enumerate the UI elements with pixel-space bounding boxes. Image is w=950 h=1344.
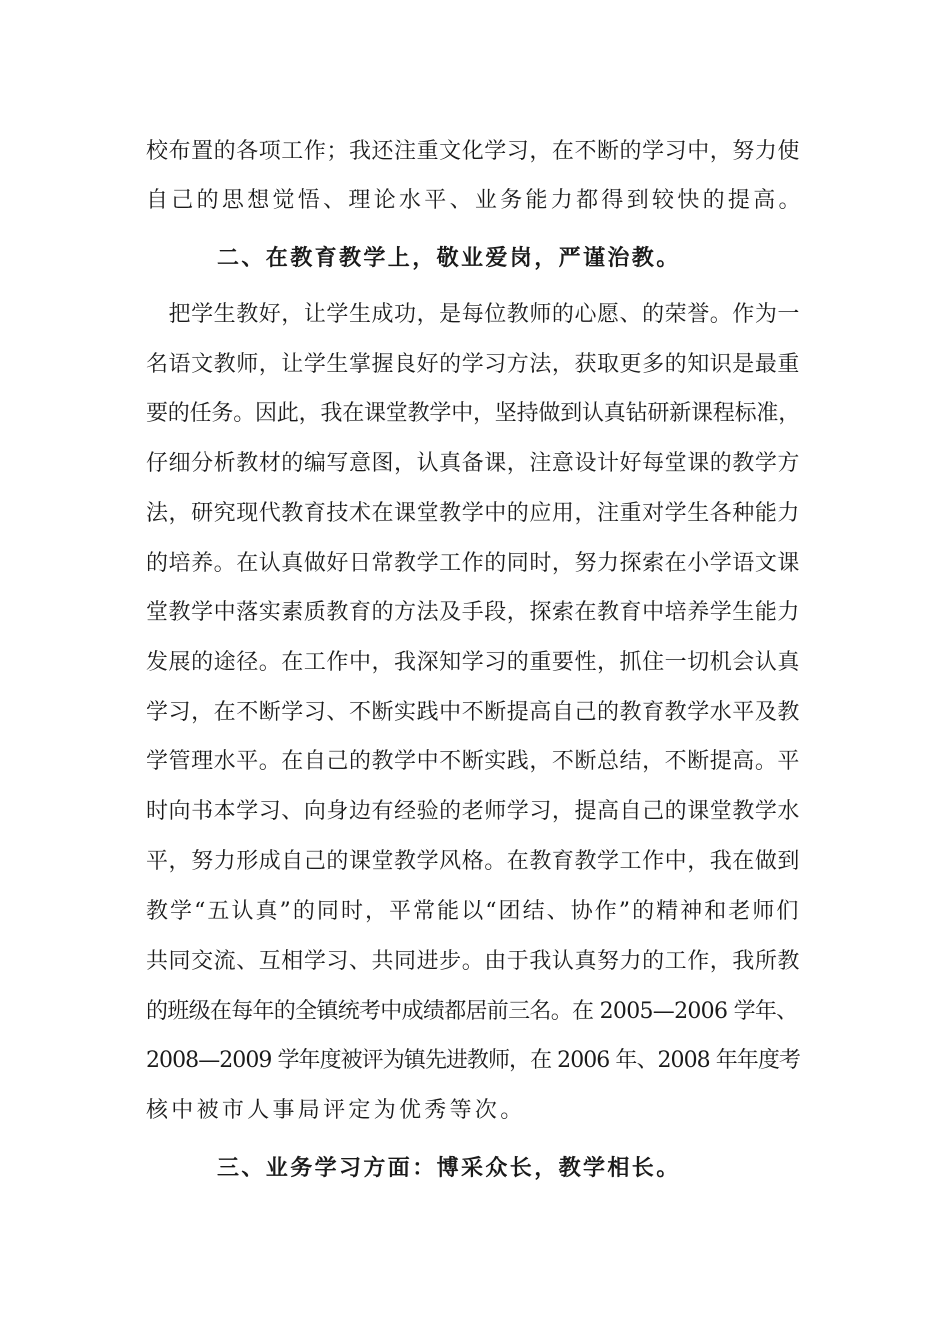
body-text-line: 名语文教师，让学生掌握良好的学习方法，获取更多的知识是最重 <box>146 352 800 377</box>
body-text-line: 发展的途径。在工作中，我深知学习的重要性，抓住一切机会认真 <box>146 650 800 675</box>
body-text-line: 校布置的各项工作；我还注重文化学习，在不断的学习中，努力使 <box>146 139 800 164</box>
body-text-line: 时向书本学习、向身边有经验的老师学习，提高自己的课堂教学水 <box>146 799 800 824</box>
body-text-line: 平，努力形成自己的课堂教学风格。在教育教学工作中，我在做到 <box>146 849 800 874</box>
body-text-line: 要的任务。因此，我在课堂教学中，坚持做到认真钻研新课程标准， <box>146 401 801 426</box>
section-heading-2: 二、在教育教学上，敬业爱岗，严谨治教。 <box>217 246 681 271</box>
body-text-line: 核中被市人事局评定为优秀等次。 <box>146 1098 526 1123</box>
body-text-line: 2008—2009 学年度被评为镇先进教师，在 2006 年、2008 年年度考 <box>146 1048 800 1073</box>
body-text-line: 的培养。在认真做好日常教学工作的同时，努力探索在小学语文课 <box>146 551 800 576</box>
body-text-line: 学管理水平。在自己的教学中不断实践，不断总结，不断提高。平 <box>146 749 800 774</box>
body-text-line: 仔细分析教材的编写意图，认真备课，注意设计好每堂课的教学方 <box>146 451 800 476</box>
body-text-line: 教学“五认真”的同时，平常能以“团结、协作”的精神和老师们 <box>146 899 801 924</box>
body-text-line: 共同交流、互相学习、共同进步。由于我认真努力的工作，我所教 <box>146 949 800 974</box>
body-text-line: 的班级在每年的全镇统考中成绩都居前三名。在 2005—2006 学年、 <box>146 999 798 1024</box>
body-text-line: 学习，在不断学习、不断实践中不断提高自己的教育教学水平及教 <box>146 700 800 725</box>
body-text-line: 堂教学中落实素质教育的方法及手段，探索在教育中培养学生能力 <box>146 600 800 625</box>
body-text-line: 把学生教好，让学生成功，是每位教师的心愿、的荣誉。作为一 <box>146 302 800 327</box>
section-heading-3: 三、业务学习方面：博采众长，教学相长。 <box>217 1156 681 1181</box>
body-text-line: 自己的思想觉悟、理论水平、业务能力都得到较快的提高。 <box>146 188 804 213</box>
body-text-line: 法，研究现代教育技术在课堂教学中的应用，注重对学生各种能力 <box>146 501 800 526</box>
